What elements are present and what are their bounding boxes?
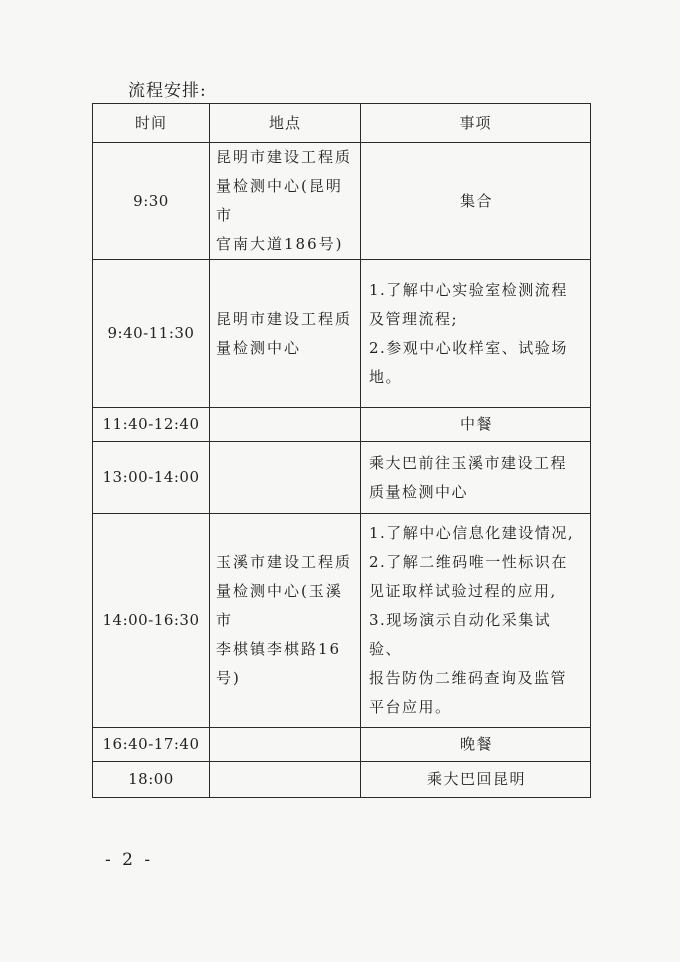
table-header-row	[93, 104, 591, 143]
place-line: 官南大道186号)	[216, 235, 344, 253]
item-line: 及管理流程;	[369, 309, 459, 328]
row-time: 9:40-11:30	[93, 260, 210, 408]
table-row	[93, 408, 591, 442]
row-place	[210, 143, 361, 260]
item-line: 2.了解二维码唯一性标识在	[369, 553, 568, 571]
table-row	[93, 260, 591, 408]
place-line: 李棋镇李棋路16号)	[216, 640, 342, 687]
item-line: 见证取样试验过程的应用,	[369, 582, 557, 600]
row-time: 14:00-16:30	[93, 514, 210, 728]
table-row	[93, 442, 591, 514]
item-line: 平台应用。	[369, 698, 452, 716]
row-place	[210, 728, 361, 762]
row-time: 18:00	[93, 762, 210, 798]
table-row	[93, 762, 591, 798]
row-place	[210, 762, 361, 798]
item-line: 集合	[459, 191, 493, 210]
row-item	[361, 260, 591, 408]
item-line: 中餐	[459, 415, 493, 433]
item-line: 乘大巴前往玉溪市建设工程	[369, 453, 568, 472]
item-line: 3.现场演示自动化采集试验、	[369, 611, 552, 658]
header-item: 事项	[361, 104, 591, 143]
page-number: - 2 -	[105, 850, 154, 870]
place-line: 昆明市建设工程质	[216, 148, 353, 166]
item-line: 1.了解中心实验室检测流程	[369, 280, 568, 299]
row-place	[210, 260, 361, 408]
row-place	[210, 442, 361, 514]
header-time: 时间	[93, 104, 210, 143]
table-row	[93, 514, 591, 728]
item-line: 乘大巴回昆明	[426, 770, 526, 788]
item-line: 报告防伪二维码查询及监管	[369, 669, 568, 687]
row-time: 11:40-12:40	[93, 408, 210, 442]
row-item	[361, 762, 591, 798]
item-line: 1.了解中心信息化建设情况,	[369, 524, 575, 542]
row-item	[361, 728, 591, 762]
row-time: 9:30	[93, 143, 210, 260]
place-line: 玉溪市建设工程质	[216, 553, 353, 571]
place-line: 量检测中心	[216, 338, 302, 357]
row-item	[361, 514, 591, 728]
row-place	[210, 514, 361, 728]
item-line: 质量检测中心	[369, 482, 469, 501]
place-line: 量检测中心(昆明市	[216, 177, 343, 224]
table-row	[93, 728, 591, 762]
item-line: 地。	[369, 367, 403, 386]
item-line: 晚餐	[459, 735, 493, 753]
item-line: 2.参观中心收样室、试验场	[369, 338, 568, 357]
row-time: 16:40-17:40	[93, 728, 210, 762]
place-line: 量检测中心(玉溪市	[216, 582, 343, 629]
row-item	[361, 143, 591, 260]
row-item	[361, 442, 591, 514]
row-item	[361, 408, 591, 442]
place-line: 昆明市建设工程质	[216, 309, 353, 328]
table-row	[93, 143, 591, 260]
section-heading: 流程安排:	[128, 81, 207, 101]
row-place	[210, 408, 361, 442]
row-time: 13:00-14:00	[93, 442, 210, 514]
header-place: 地点	[210, 104, 361, 143]
schedule-table	[92, 103, 591, 798]
